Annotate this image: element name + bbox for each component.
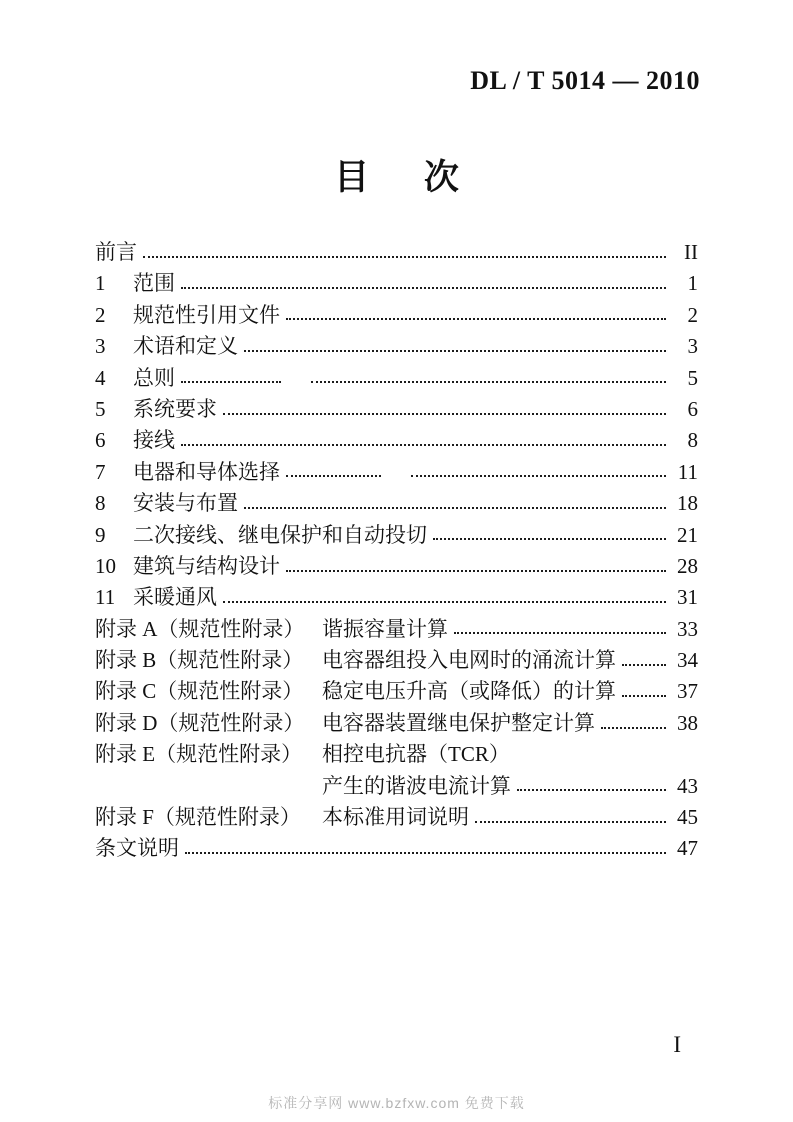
toc-leader-dots — [181, 381, 281, 383]
toc-leader-dots — [143, 256, 666, 258]
toc-entry-page: 6 — [687, 396, 698, 421]
toc-entry-appendix-label: 附录 F（规范性附录） — [95, 805, 301, 830]
standard-number-header: DL / T 5014 — 2010 — [470, 66, 700, 95]
toc-entry-page: 33 — [677, 616, 698, 641]
toc-entry — [95, 237, 698, 268]
toc-entry-title: 电容器组投入电网时的涌流计算 — [322, 648, 616, 673]
toc-leader-dots — [454, 632, 666, 634]
toc-entry — [95, 457, 698, 488]
toc-entry — [95, 802, 698, 833]
toc-entry-title: 总则 — [133, 365, 175, 390]
toc-entry-number: 4 — [95, 365, 106, 390]
toc-leader-dots — [411, 475, 666, 477]
toc-entry-page: 5 — [687, 365, 698, 390]
toc-entry — [95, 268, 698, 299]
toc-leader-dots — [181, 444, 666, 446]
toc-leader-dots — [185, 852, 666, 854]
toc-entry — [95, 394, 698, 425]
toc-leader-dots — [475, 821, 666, 823]
toc-entry — [95, 645, 698, 676]
toc-entry-appendix-label: 附录 E（规范性附录） — [95, 742, 303, 767]
page-number: I — [673, 1032, 681, 1057]
toc-entry — [95, 363, 698, 394]
toc-entry — [95, 614, 698, 645]
toc-entry-page: 34 — [677, 648, 698, 673]
toc-entry-title: 条文说明 — [95, 836, 179, 861]
toc-leader-dots — [622, 695, 666, 697]
toc-entry — [95, 708, 698, 739]
toc-entry-title: 本标准用词说明 — [322, 805, 469, 830]
toc-entry-page: 3 — [687, 334, 698, 359]
page-title: 目 次 — [334, 158, 459, 197]
toc-leader-dots — [311, 381, 666, 383]
toc-entry-number: 1 — [95, 271, 106, 296]
toc-entry-number: 8 — [95, 491, 106, 516]
toc-entry-title: 前言 — [95, 240, 137, 264]
toc-entry-appendix-label: 附录 D（规范性附录） — [95, 710, 305, 735]
toc-entry-appendix-label: 附录 A（规范性附录） — [95, 616, 305, 641]
toc-leader-dots — [286, 570, 666, 572]
toc-leader-dots — [433, 538, 666, 540]
toc-entry — [95, 300, 698, 331]
toc-leader-dots — [244, 350, 666, 352]
toc-entry — [95, 331, 698, 362]
watermark-text: 标准分享网 www.bzfxw.com 免费下载 — [268, 1095, 525, 1111]
toc-entry-title: 电器和导体选择 — [133, 459, 280, 484]
toc-entry — [95, 520, 698, 551]
toc-entry-page: 2 — [687, 302, 698, 327]
toc-entry-page: 21 — [677, 522, 698, 547]
toc-entry-appendix-label: 附录 B（规范性附录） — [95, 648, 304, 673]
toc-entry-page: 43 — [677, 773, 698, 798]
toc-entry-page: 38 — [677, 710, 698, 735]
toc-entry-page: 8 — [687, 428, 698, 453]
toc-entry-page: 31 — [677, 585, 698, 610]
toc-leader-dots — [223, 601, 666, 603]
toc-leader-dots — [181, 287, 666, 289]
toc-leader-dots — [223, 413, 666, 415]
toc-entry-number: 2 — [95, 302, 106, 327]
toc-entry-number: 11 — [95, 585, 116, 610]
toc-entry-title: 采暖通风 — [133, 585, 217, 610]
toc-leader-dots — [622, 664, 666, 666]
toc-entry-title: 相控电抗器（TCR） — [322, 742, 510, 767]
toc-leader-dots — [244, 507, 666, 509]
toc-leader-dots — [286, 475, 381, 477]
table-of-contents — [95, 237, 698, 865]
toc-entry — [95, 582, 698, 613]
toc-entry-page: 47 — [677, 836, 698, 861]
toc-entry-page: 37 — [677, 679, 698, 704]
toc-entry-title: 谐振容量计算 — [322, 616, 448, 641]
toc-leader-dots — [286, 318, 666, 320]
toc-entry-title: 范围 — [133, 271, 175, 296]
toc-entry-page: II — [684, 240, 698, 264]
toc-entry-title: 产生的谐波电流计算 — [322, 773, 511, 798]
toc-entry-page: 45 — [677, 805, 698, 830]
toc-entry-title: 二次接线、继电保护和自动投切 — [133, 522, 427, 547]
toc-entry-number: 3 — [95, 334, 106, 359]
toc-entry-number: 10 — [95, 553, 116, 578]
toc-entry — [95, 739, 698, 770]
toc-entry-number: 5 — [95, 396, 106, 421]
toc-entry — [95, 676, 698, 707]
toc-entry — [95, 488, 698, 519]
toc-entry-title: 建筑与结构设计 — [133, 553, 280, 578]
toc-entry-title: 规范性引用文件 — [133, 302, 280, 327]
toc-entry-page: 11 — [677, 459, 698, 484]
toc-entry-page: 18 — [677, 491, 698, 516]
toc-entry — [95, 833, 698, 864]
toc-entry-appendix-label: 附录 C（规范性附录） — [95, 679, 304, 704]
toc-entry-page: 1 — [687, 271, 698, 296]
toc-entry-number: 6 — [95, 428, 106, 453]
toc-entry — [95, 771, 698, 802]
toc-entry-title: 系统要求 — [133, 396, 217, 421]
toc-entry-page: 28 — [677, 553, 698, 578]
toc-entry — [95, 425, 698, 456]
toc-entry-title: 稳定电压升高（或降低）的计算 — [322, 679, 616, 704]
toc-entry-number: 9 — [95, 522, 106, 547]
toc-entry-number: 7 — [95, 459, 106, 484]
toc-leader-dots — [601, 727, 666, 729]
toc-entry — [95, 551, 698, 582]
toc-entry-title: 电容器装置继电保护整定计算 — [322, 710, 595, 735]
toc-entry-title: 术语和定义 — [133, 334, 238, 359]
toc-leader-dots — [517, 789, 666, 791]
toc-entry-title: 安装与布置 — [133, 491, 238, 516]
toc-entry-title: 接线 — [133, 428, 175, 453]
